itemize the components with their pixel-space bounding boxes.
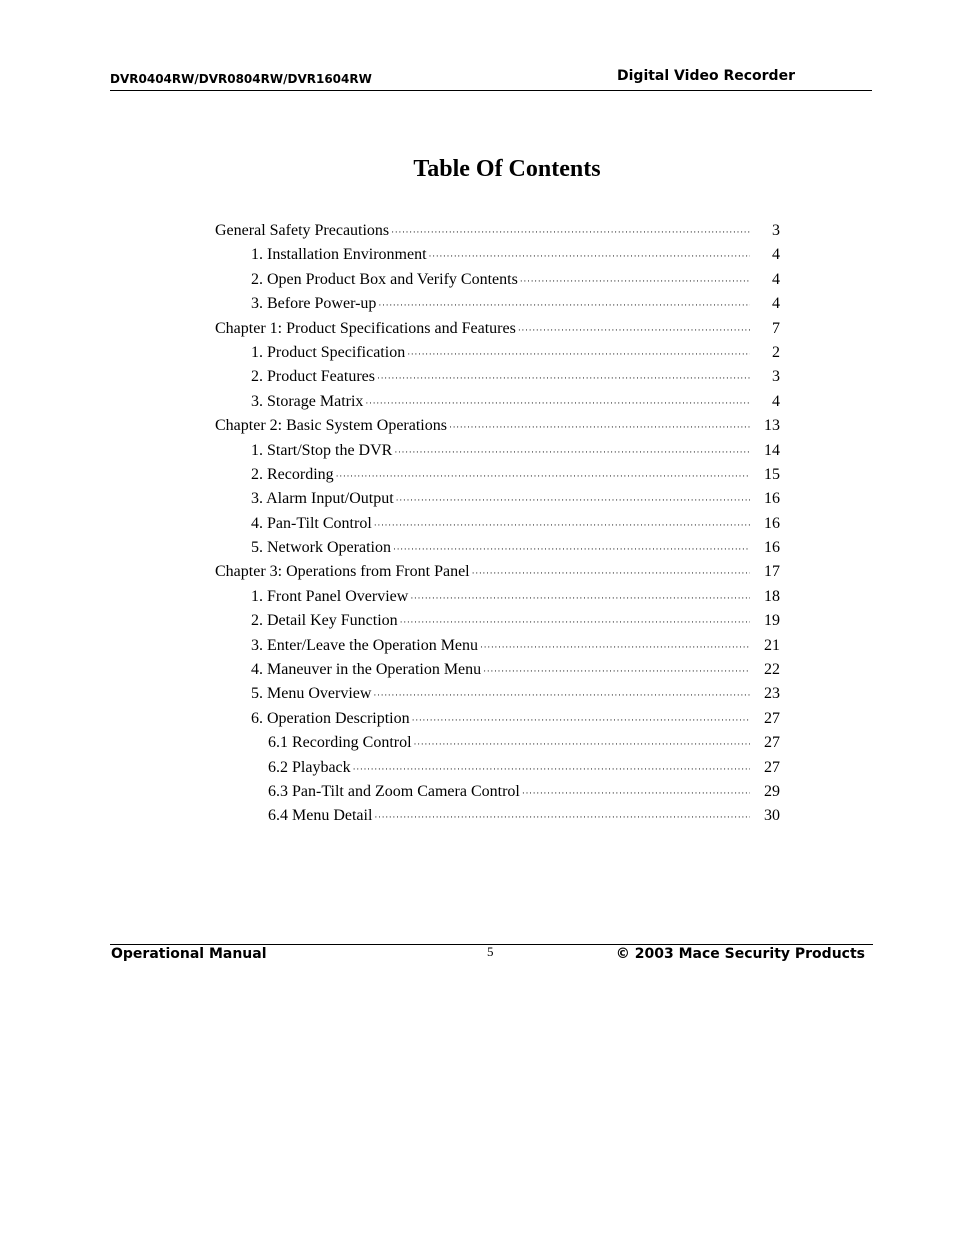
toc-entry[interactable] (215, 731, 780, 755)
toc-entry-label: 4. Maneuver in the Operation Menu (251, 661, 482, 679)
toc-entry-page: 4 (772, 270, 780, 288)
toc-dot-leader (393, 537, 750, 561)
toc-entry[interactable] (215, 219, 780, 243)
toc-entry-label: 3. Storage Matrix (251, 392, 364, 410)
toc-entry[interactable] (215, 487, 780, 511)
header-product: Digital Video Recorder (617, 68, 795, 84)
toc-entry[interactable] (215, 707, 780, 731)
toc-entry-page: 19 (764, 612, 780, 630)
toc-entry[interactable] (215, 341, 780, 365)
toc-entry-page: 4 (772, 295, 780, 313)
page-header (110, 67, 872, 91)
page-footer (110, 944, 873, 969)
toc-entry-label: 2. Recording (251, 465, 334, 483)
toc-entry-label: 2. Open Product Box and Verify Contents (251, 270, 518, 288)
table-of-contents (215, 219, 780, 829)
toc-entry-page: 23 (764, 685, 780, 703)
toc-dot-leader (365, 391, 750, 415)
toc-entry-page: 16 (764, 490, 780, 508)
toc-entry-label: 5. Network Operation (251, 539, 391, 557)
toc-entry-label: 3. Enter/Leave the Operation Menu (251, 636, 479, 654)
toc-entry-label: 2. Product Features (251, 368, 375, 386)
toc-entry[interactable] (215, 682, 780, 706)
toc-entry-label: Chapter 3: Operations from Front Panel (215, 563, 470, 581)
toc-dot-leader (396, 488, 750, 512)
toc-entry-page: 16 (764, 514, 780, 532)
toc-dot-leader (394, 440, 750, 464)
toc-dot-leader (377, 366, 750, 390)
toc-entry-label: 1. Installation Environment (251, 246, 427, 264)
toc-entry[interactable] (215, 804, 780, 828)
footer-manual-name: Operational Manual (111, 946, 267, 962)
toc-entry-label: 6.2 Playback (268, 758, 351, 776)
toc-entry-page: 3 (772, 368, 780, 386)
toc-entry[interactable] (215, 512, 780, 536)
toc-entry[interactable] (215, 658, 780, 682)
toc-dot-leader (374, 805, 750, 829)
toc-entry[interactable] (215, 634, 780, 658)
toc-entry-page: 22 (764, 661, 780, 679)
toc-dot-leader (480, 635, 750, 659)
toc-entry-page: 4 (772, 392, 780, 410)
toc-dot-leader (518, 318, 750, 342)
toc-entry[interactable] (215, 317, 780, 341)
toc-entry[interactable] (215, 463, 780, 487)
toc-dot-leader (353, 757, 750, 781)
toc-entry[interactable] (215, 414, 780, 438)
toc-dot-leader (336, 464, 750, 488)
toc-entry-page: 13 (764, 417, 780, 435)
toc-entry-label: Chapter 1: Product Specifications and Features (215, 319, 516, 337)
toc-entry-page: 14 (764, 441, 780, 459)
toc-entry-label: 3. Before Power-up (251, 295, 377, 313)
toc-dot-leader (391, 220, 750, 244)
toc-entry-label: 3. Alarm Input/Output (251, 490, 394, 508)
header-model: DVR0404RW/DVR0804RW/DVR1604RW (110, 72, 372, 86)
toc-entry[interactable] (215, 268, 780, 292)
toc-entry[interactable] (215, 560, 780, 584)
toc-entry-label: 5. Menu Overview (251, 685, 372, 703)
footer-copyright: © 2003 Mace Security Products (615, 946, 865, 962)
toc-entry[interactable] (215, 585, 780, 609)
toc-dot-leader (373, 683, 750, 707)
toc-dot-leader (400, 610, 750, 634)
toc-entry-label: 1. Front Panel Overview (251, 587, 409, 605)
toc-entry-page: 7 (772, 319, 780, 337)
toc-entry-page: 29 (764, 782, 780, 800)
toc-entry-label: 2. Detail Key Function (251, 612, 398, 630)
toc-entry[interactable] (215, 365, 780, 389)
toc-dot-leader (449, 415, 750, 439)
toc-entry-page: 21 (764, 636, 780, 654)
toc-entry[interactable] (215, 536, 780, 560)
toc-dot-leader (378, 293, 750, 317)
toc-entry-page: 3 (772, 222, 780, 239)
toc-entry-page: 27 (764, 709, 780, 727)
toc-entry-label: Chapter 2: Basic System Operations (215, 417, 447, 435)
toc-entry-label: General Safety Precautions (215, 222, 390, 239)
toc-entry-page: 27 (764, 734, 780, 752)
toc-entry-page: 27 (764, 758, 780, 776)
toc-entry[interactable] (215, 609, 780, 633)
toc-entry-label: 1. Start/Stop the DVR (251, 441, 393, 459)
toc-dot-leader (520, 269, 750, 293)
toc-entry-label: 6. Operation Description (251, 709, 410, 727)
toc-entry-page: 2 (772, 343, 780, 361)
page-title: Table Of Contents (413, 156, 601, 182)
toc-dot-leader (374, 513, 750, 537)
toc-dot-leader (429, 244, 750, 268)
toc-dot-leader (410, 586, 750, 610)
toc-entry[interactable] (215, 780, 780, 804)
toc-dot-leader (414, 732, 750, 756)
toc-entry[interactable] (215, 439, 780, 463)
toc-entry-label: 6.3 Pan-Tilt and Zoom Camera Control (268, 782, 520, 800)
toc-entry-page: 18 (764, 587, 780, 605)
toc-entry-page: 15 (764, 465, 780, 483)
toc-entry-label: 4. Pan-Tilt Control (251, 514, 372, 532)
toc-entry[interactable] (215, 756, 780, 780)
toc-entry-label: 6.4 Menu Detail (268, 807, 373, 825)
toc-dot-leader (412, 708, 750, 732)
toc-dot-leader (407, 342, 750, 366)
toc-entry-page: 30 (764, 807, 780, 825)
footer-page-number: 5 (487, 944, 494, 959)
toc-entry-label: 1. Product Specification (251, 343, 406, 361)
toc-entry[interactable] (215, 390, 780, 414)
toc-entry-page: 4 (772, 246, 780, 264)
toc-entry-label: 6.1 Recording Control (268, 734, 412, 752)
toc-entry[interactable] (215, 292, 780, 316)
toc-dot-leader (522, 781, 750, 805)
toc-dot-leader (483, 659, 750, 683)
toc-entry-page: 16 (764, 539, 780, 557)
toc-entry[interactable] (215, 243, 780, 267)
toc-dot-leader (472, 561, 750, 585)
toc-entry-page: 17 (764, 563, 780, 581)
